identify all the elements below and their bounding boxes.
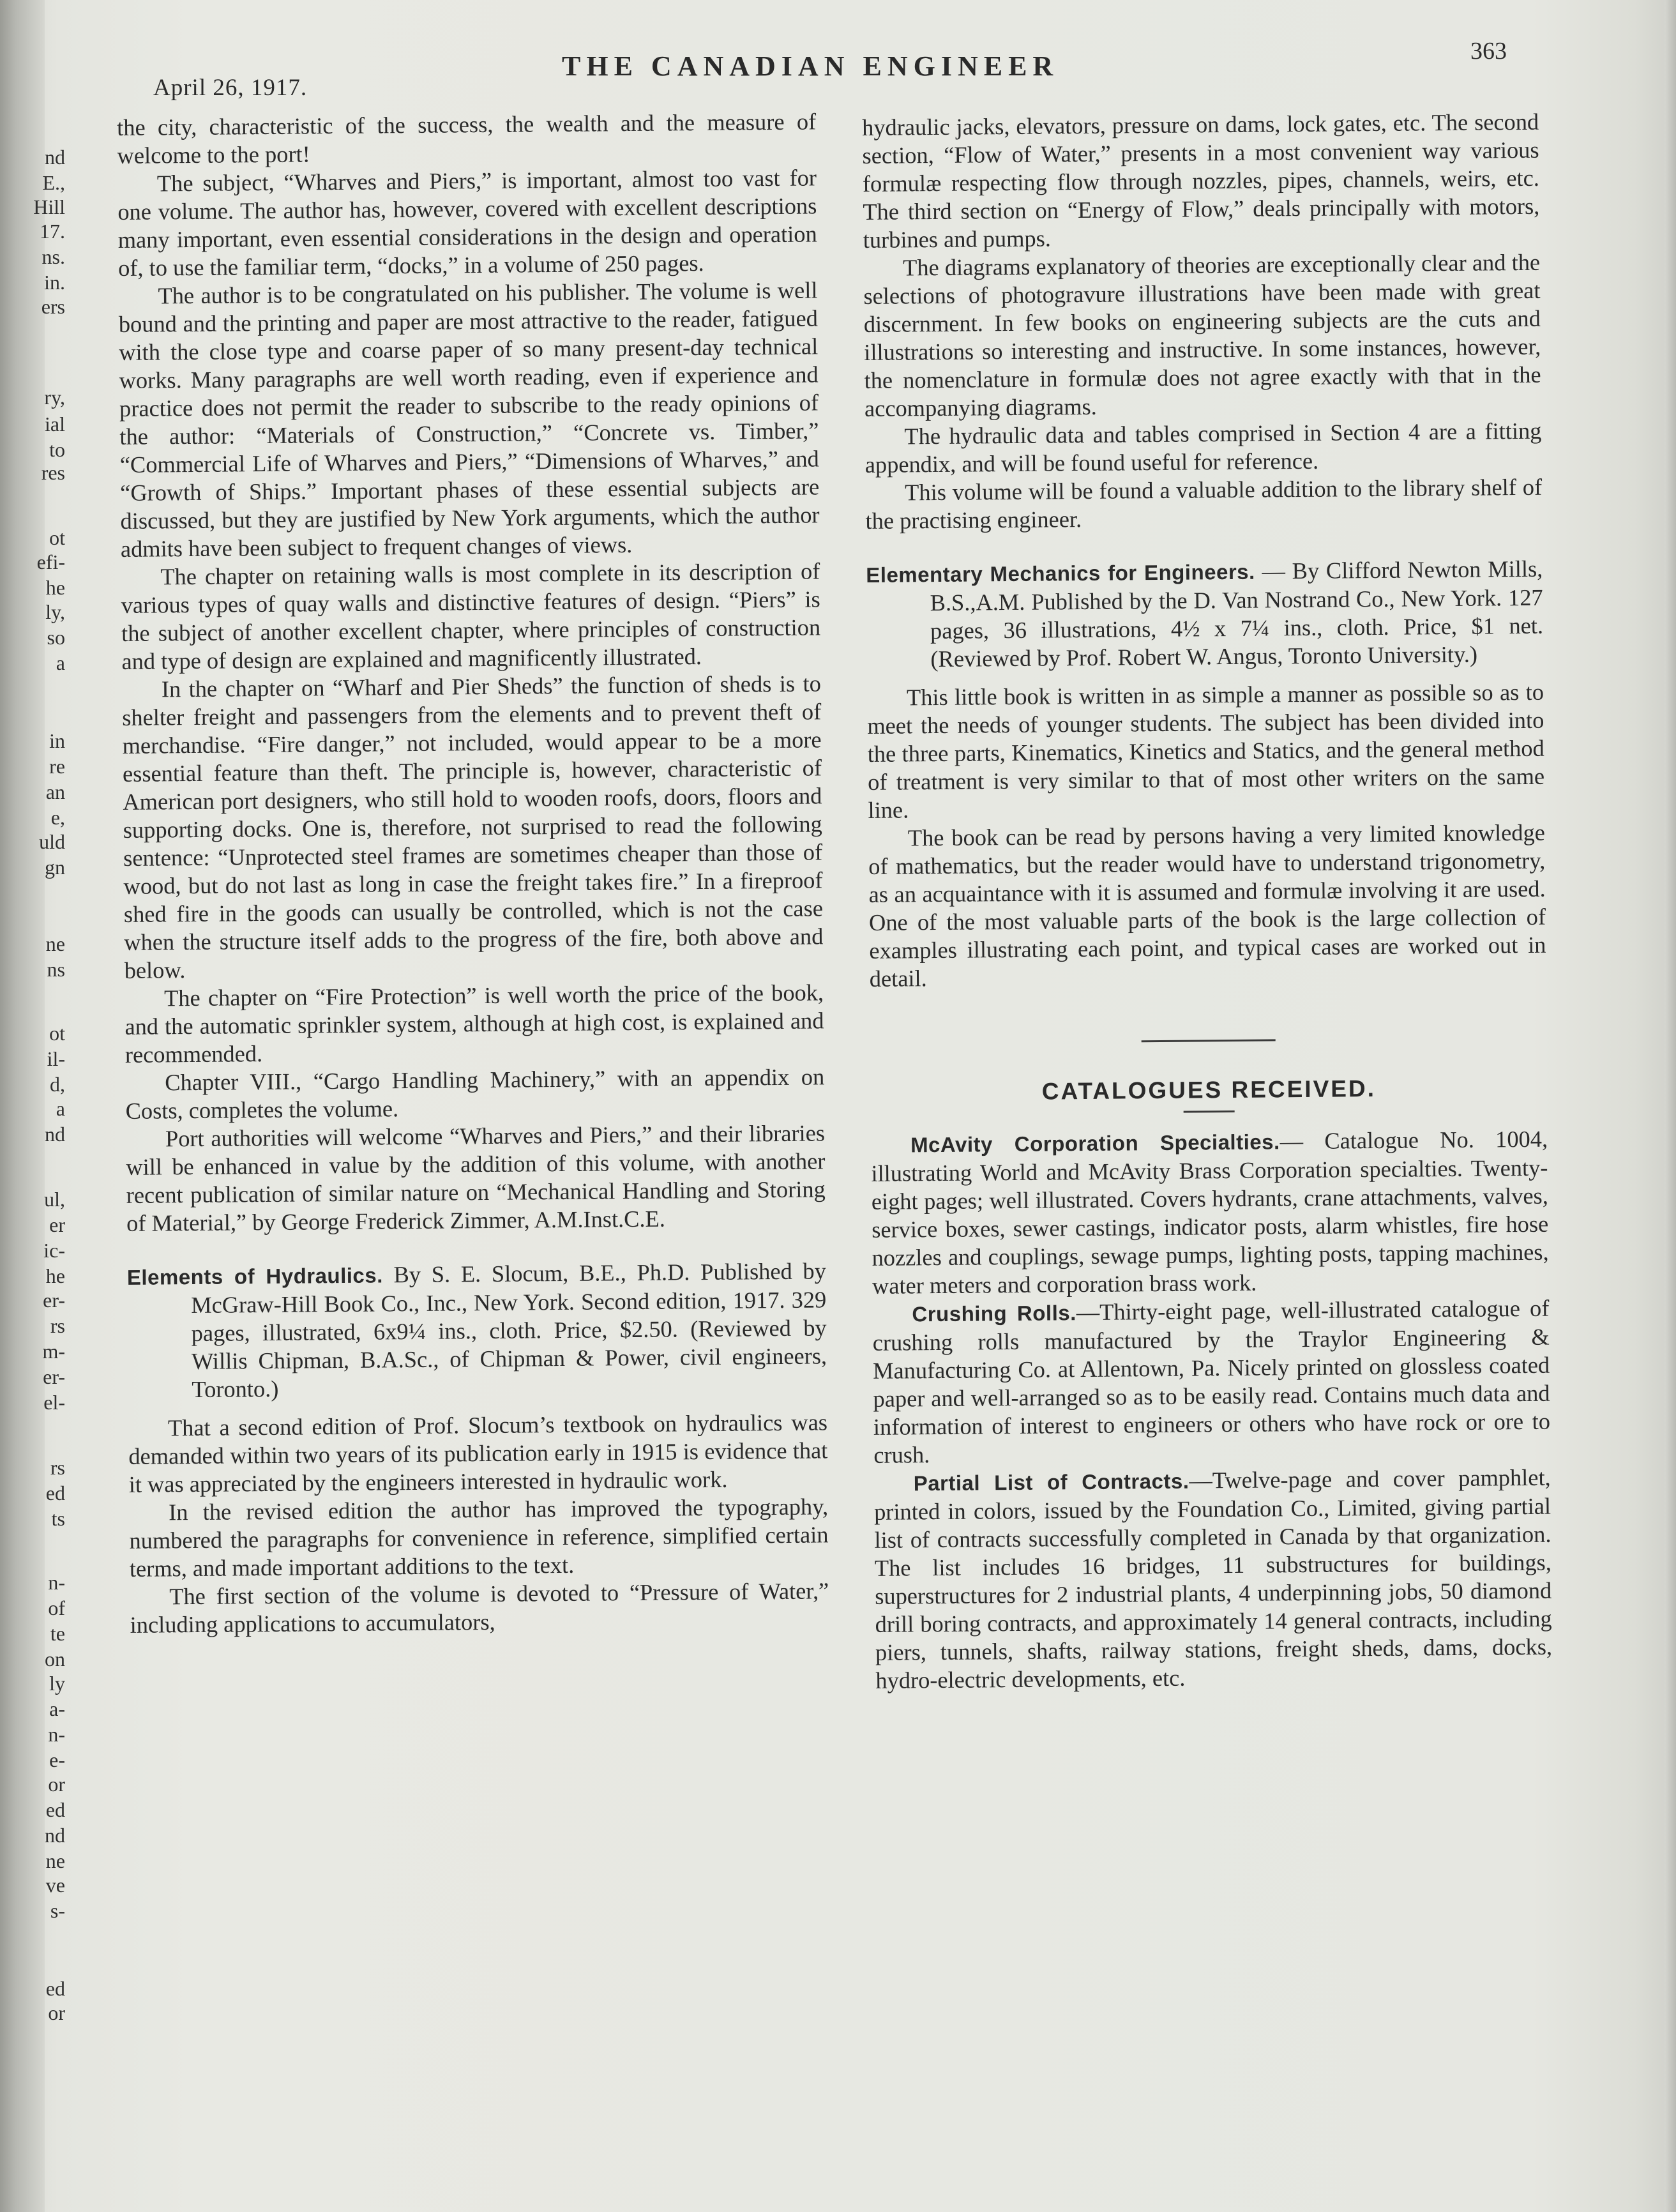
- margin-fragment: ly: [49, 1672, 65, 1695]
- paragraph: In the chapter on “Wharf and Pier Sheds” the function of sheds is to shelter freight and passengers from the elements and to prevent theft of merchandise. “Fire danger,” not included, would appear to be a more essential feature than theft. The principle is, however, characteristic of American port designers, who still hold to wooden roofs, doors, floors and supporting docks. One is, therefore, not surprised to read the following sentence: “Unprotected steel frames are sometimes cheaper than those of wood, but do not last as long in case the freight takes fire.” In a fireproof shed fire in the goods can usually be controlled, which is not the case when the structure itself adds to the progress of the fire, both above and below.: [122, 670, 824, 983]
- catalogues-heading: CATALOGUES RECEIVED.: [1041, 1075, 1377, 1105]
- margin-fragment: ot: [49, 526, 65, 549]
- review-details: — By Clifford Newton Mills, B.S.,A.M. Published by the D. Van Nostrand Co., New York. 127 pages, 36 illustrations, 4½ x 7¼ ins., cloth. Price, $1 net. (Reviewed by Prof. Robert W. Angus, Toronto University.): [930, 556, 1544, 672]
- margin-fragment: in: [49, 729, 65, 752]
- running-header: [147, 37, 1520, 107]
- margin-fragment: ly,: [45, 600, 65, 623]
- paragraph: Port authorities will welcome “Wharves and Piers,” and their libraries will be enhanced in value by the addition of this volume, with another recent publication of similar nature on “Mechanical Handling and Storing of Material,” by George Frederick Zimmer, A.M.Inst.C.E.: [126, 1120, 826, 1236]
- review-title: Elementary Mechanics for Engineers.: [866, 559, 1255, 587]
- margin-fragment: ed: [45, 1481, 65, 1504]
- margin-fragment: a: [56, 1097, 65, 1120]
- margin-fragment: er-: [43, 1289, 65, 1312]
- margin-fragment: he: [45, 1264, 65, 1287]
- margin-fragment: el-: [43, 1391, 65, 1414]
- margin-fragment: or: [48, 1773, 65, 1796]
- page-number: 363: [1470, 38, 1507, 64]
- catalogue-title: Partial List of Contracts.: [913, 1469, 1189, 1496]
- paragraph: The subject, “Wharves and Piers,” is important, almost too vast for one volume. The author has, however, covered with excellent descriptions many important, even essential considerations in the design and operation of, to use the familiar term, “docks,” in a volume of 250 pages.: [117, 165, 817, 281]
- margin-fragment: rs: [50, 1314, 65, 1337]
- review-title: Elements of Hydraulics.: [126, 1263, 383, 1289]
- margin-fragment: e,: [50, 806, 65, 829]
- paragraph: The first section of the volume is devoted to “Pressure of Water,” including applications to accumulators,: [130, 1578, 829, 1638]
- catalogue-entry: [874, 1464, 1553, 1695]
- margin-fragment: re: [49, 755, 65, 778]
- catalogue-text: — Catalogue No. 1004, illustrating World and McAvity Brass Corporation specialties. Twenty-eight pages; well illustrated. Covers hydrants, crane attachments, valves, service boxes, sewer castings, indicator posts, alarm whistles, fire hose nozzles and couplings, sewage pumps, lighting posts, tapping machines, water meters and corporation brass work.: [871, 1126, 1549, 1299]
- margin-fragment: ic-: [43, 1239, 65, 1262]
- margin-fragment: to: [49, 438, 65, 461]
- margin-fragment: nd: [45, 146, 65, 169]
- catalogue-title: McAvity Corporation Specialties.: [910, 1130, 1280, 1157]
- paragraph: That a second edition of Prof. Slocum’s textbook on hydraulics was demanded within two years of its publication early in 1915 is evidence that it was appreciated by the engineers interested in hydraulic work.: [128, 1409, 828, 1497]
- margin-fragment: ial: [45, 413, 65, 436]
- margin-fragment: ne: [45, 932, 65, 955]
- margin-fragment: or: [48, 2001, 65, 2024]
- margin-fragment: er-: [43, 1365, 65, 1388]
- margin-fragment: he: [45, 576, 65, 599]
- margin-fragment: Hill: [33, 195, 65, 218]
- margin-fragment: e-: [49, 1748, 65, 1771]
- margin-fragment: E.,: [42, 171, 65, 194]
- margin-fragment: ot: [49, 1022, 65, 1045]
- margin-fragment: n-: [48, 1723, 65, 1746]
- issue-date: April 26, 1917.: [153, 75, 308, 101]
- paragraph: The chapter on retaining walls is most complete in its description of various types of quay walls and distinctive features of design. “Piers” is the subject of another excellent chapter, where principles of construction and type of design are explained and magnificently illustrated.: [121, 558, 821, 674]
- review-heading-mechanics: [866, 555, 1544, 674]
- margin-fragment: s-: [50, 1899, 65, 1922]
- margin-fragment: ts: [51, 1507, 65, 1530]
- margin-fragment: ed: [45, 1977, 65, 2000]
- margin-fragment: m-: [42, 1340, 65, 1363]
- left-column: [117, 107, 829, 1639]
- paragraph: Chapter VIII., “Cargo Handling Machinery,” with an appendix on Costs, completes the volume.: [125, 1064, 825, 1124]
- paragraph: This volume will be found a valuable addition to the library shelf of the practising engineer.: [865, 474, 1543, 534]
- margin-fragment: so: [47, 626, 65, 649]
- paragraph: The diagrams explanatory of theories are exceptionally clear and the selections of photogravure illustrations have been made with great discernment. In few books on engineering subjects are the cuts and illustrations so interesting and instructive. In some instances, however, the nomenclature in formulæ does not agree exactly with that in the accompanying diagrams.: [863, 249, 1541, 421]
- page-edge: [1665, 0, 1676, 2212]
- margin-fragment: ne: [45, 1849, 65, 1872]
- previous-page-margin: [0, 0, 77, 2212]
- margin-fragment: in.: [44, 271, 65, 294]
- journal-title: THE CANADIAN ENGINEER: [562, 50, 1059, 82]
- margin-fragment: efi-: [36, 550, 65, 573]
- catalogue-title: Crushing Rolls.: [912, 1301, 1076, 1326]
- right-column: [862, 108, 1553, 1695]
- paragraph: The author is to be congratulated on his publisher. The volume is well bound and the printing and paper are most attractive to the reader, fatigued with the close type and coarse paper of so many present-day technical works. Many paragraphs are well worth reading, even if experience and practice does not permit the reader to subscribe to the ready opinions of the author: “Materials of Construction,” “Concrete vs. Timber,” “Commercial Life of Wharves and Piers,” “Dimensions of Wharves,” and “Growth of Ships.” Important phases of these essential subjects are discussed, but they are justified by New York arguments, which the author admits have been subject to frequent changes of views.: [118, 277, 820, 562]
- section-divider: [1142, 1039, 1276, 1042]
- margin-fragment: ers: [41, 295, 65, 318]
- margin-fragment: a-: [49, 1697, 65, 1720]
- paragraph: This little book is written in as simple a manner as possible so as to meet the needs of younger students. The subject has been divided into the three parts, Kinematics, Kinetics and Statics, and the general method of treatment is very similar to that of most other writers on the same line.: [867, 679, 1545, 823]
- paragraph: the city, characteristic of the success, the wealth and the measure of welcome to the port!: [117, 109, 817, 169]
- catalogue-text: —Twelve-page and cover pamphlet, printed in colors, issued by the Foundation Co., Limited, giving partial list of contracts successfully completed in Canada by that organization. The list includes 16 bridges, 11 substructures for buildings, superstructures for 2 industrial plants, 4 underpinning jobs, 50 diamond drill boring contracts, and approximately 14 general contracts, including piers, tunnels, shafts, railway stations, freight sheds, dams, docks, hydro-electric developments, etc.: [873, 1464, 1553, 1693]
- margin-fragment: res: [41, 461, 65, 484]
- margin-fragment: 17.: [40, 220, 65, 243]
- margin-fragment: on: [45, 1648, 65, 1670]
- margin-fragment: gn: [45, 856, 65, 879]
- margin-fragment: nd: [45, 1824, 65, 1847]
- margin-fragment: n-: [48, 1571, 65, 1594]
- margin-fragment: er: [49, 1213, 65, 1236]
- margin-fragment: of: [48, 1596, 65, 1619]
- margin-fragment: ns: [47, 958, 65, 981]
- margin-fragment: a: [56, 651, 65, 674]
- catalogue-text: —Thirty-eight page, well-illustrated catalogue of crushing rolls manufactured by the Traylor Engineering & Manufacturing Co. at Allentown, Pa. Nicely printed on glossless coated paper and well-arranged so as to be easily read. Contains much data and information of interest to engineers or others who have rock or ore to crush.: [872, 1295, 1551, 1468]
- margin-fragment: an: [45, 780, 65, 803]
- margin-fragment: il-: [47, 1047, 65, 1070]
- margin-fragment: rs: [50, 1456, 65, 1479]
- review-heading-hydraulics: [127, 1257, 827, 1404]
- paragraph: hydraulic jacks, elevators, pressure on dams, lock gates, etc. The second section, “Flow of Water,” presents in a most convenient way various formulæ respecting flow through nozzles, pipes, channels, weirs, etc. The third section on “Energy of Flow,” deals principally with motors, turbines and pumps.: [862, 109, 1540, 253]
- margin-fragment: uld: [39, 830, 65, 853]
- margin-fragment: d,: [50, 1073, 65, 1096]
- paragraph: The hydraulic data and tables comprised in Section 4 are a fitting appendix, and will be found useful for reference.: [864, 418, 1542, 478]
- paragraph: In the revised edition the author has improved the typography, numbered the paragraphs for convenience in reference, simplified certain terms, and made important additions to the text.: [129, 1494, 829, 1582]
- catalogue-entry: [872, 1294, 1550, 1469]
- review-details: By S. E. Slocum, B.E., Ph.D. Published by McGraw-Hill Book Co., Inc., New York. Second edition, 1917. 329 pages, illustrated, 6x9¼ ins., cloth. Price, $2.50. (Reviewed by Willis Chipman, B.A.Sc., of Chipman & Power, civil engineers, Toronto.): [191, 1258, 827, 1403]
- margin-fragment: ve: [45, 1874, 65, 1897]
- paragraph: The book can be read by persons having a very limited knowledge of mathematics, but the reader would have to understand trigonometry, as an acquaintance with it is assumed and formulæ involving it are used. One of the most valuable parts of the book is the large collection of examples illustrating each point, and typical cases are worked out in detail.: [868, 819, 1546, 992]
- catalogue-entry: [871, 1125, 1549, 1300]
- margin-fragment: ns.: [42, 245, 65, 268]
- paragraph: The chapter on “Fire Protection” is well worth the price of the book, and the automatic sprinkler system, although at high cost, is explained and recommended.: [125, 980, 824, 1068]
- margin-fragment: nd: [45, 1123, 65, 1146]
- margin-fragment: te: [50, 1622, 65, 1645]
- heading-rule: [1184, 1110, 1235, 1113]
- margin-fragment: ul,: [44, 1188, 65, 1211]
- margin-fragment: ed: [45, 1798, 65, 1821]
- margin-fragment: ry,: [44, 386, 65, 409]
